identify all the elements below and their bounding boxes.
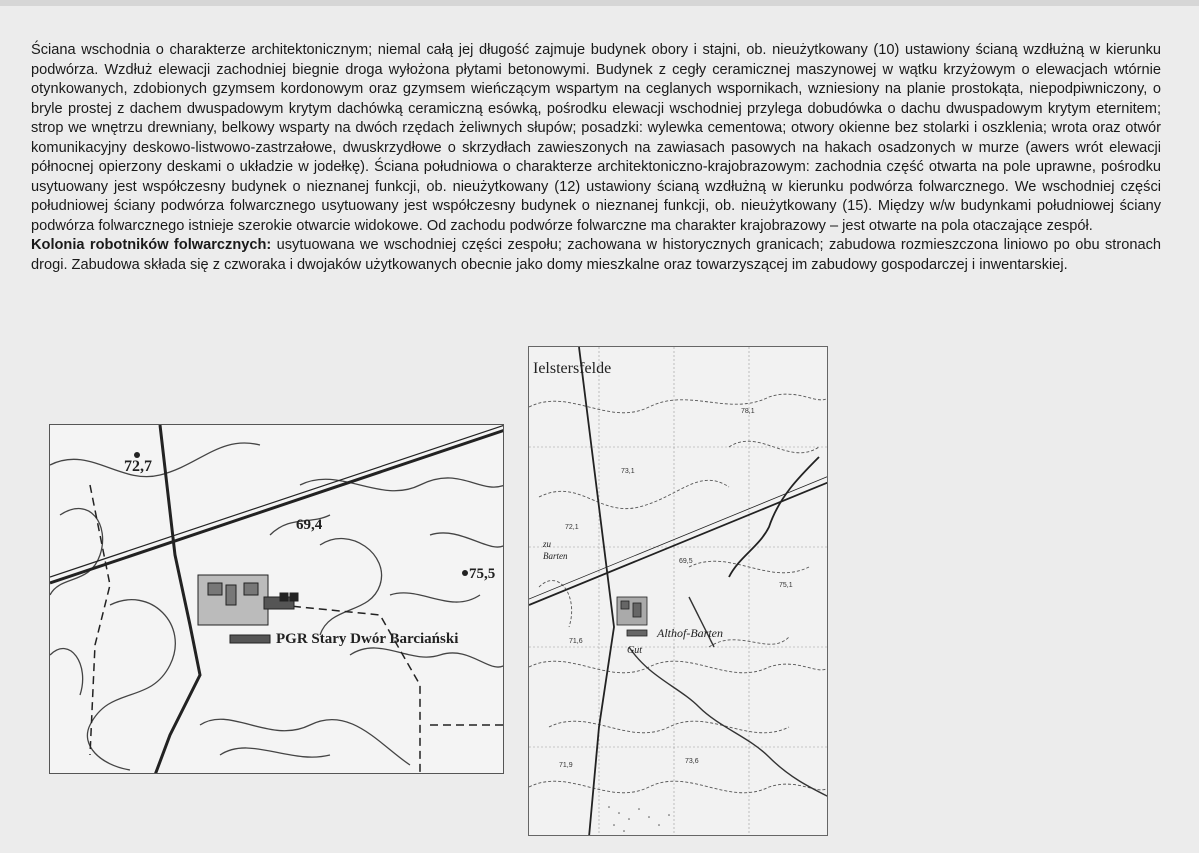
elevation-73-6: 73,6 [685, 758, 699, 765]
map-modern-drawing [50, 425, 504, 774]
place-althof-barten: Althof-Barten [657, 626, 723, 640]
place-barten: Barten [543, 551, 568, 561]
place-zu: zu [543, 539, 552, 549]
map-historic-drawing [529, 347, 828, 836]
elevation-69-5: 69,5 [679, 558, 693, 565]
historic-roads [529, 347, 828, 836]
elevation-75-5: 75,5 [469, 566, 496, 582]
colony-body: usytuowana we wschodniej części zespołu; zachowana w historycznych granicach; zabudowa rozmieszczona liniowo po obu stronach drogi. Zabudowa składa się z czworaka i dwojaków użytkowanych obecnie jako domy mieszkalne oraz towarzyszącej im zabudowy gospodarczej i inwentarskiej. [31, 237, 1161, 273]
place-ielstersfelde: Ielstersfelde [533, 360, 612, 377]
historic-contours [529, 394, 828, 793]
elevation-points [124, 452, 495, 582]
elevation-72-1: 72,1 [565, 524, 579, 531]
historic-buildings [617, 597, 647, 636]
elevation-71-6: 71,6 [569, 638, 583, 645]
elevation-72-7: 72,7 [124, 458, 152, 475]
historic-grid [529, 347, 828, 836]
elevation-71-9: 71,9 [559, 762, 573, 769]
paragraph-east-wall: Ściana wschodnia o charakterze architektonicznym; niemal całą jej długość zajmuje budynek obory i stajni, ob. nieużytkowany (10) ustawiony ścianą wzdłużną w kierunku podwórza. Wzdłuż elewacji zachodniej biegnie droga wyłożona płytami betonowymi. Budynek z cegły ceramicznej maszynowej w wątku krzyżowym o elewacjach wtórnie otynkowanych, zdobionych gzymsem kordonowym oraz gzymsem wieńczącym wspartym na ceglanych wspornikach, wzniesiony na planie prostokąta, niepodpiwniczony, o bryle prostej z dachem dwuspadowym krytym dachówką ceramiczną esówką, pośrodku elewacji wschodniej przylega dobudówka o dachu dwuspadowym krytym eternitem; strop we wnętrzu drewniany, belkowy wsparty na dwóch rzędach żeliwnych słupów; posadzki: wylewka cementowa; otwory okienne bez stolarki i oszklenia; wrota oraz otwór komunikacyjny deskowo-listwowo-zastrzałowe, dwuskrzydłowe o skrzydłach zawieszonych na zawiasach pasowych na hakach osadzonych w murze (awers wrót elewacji północnej opierzony deskami o układzie w jodełkę). Ściana południowa o charakterze architektoniczno-krajobrazowym: zachodnia część otwarta na pole uprawne, pośrodku usytuowany jest współczesny budynek o nieznanej funkcji, ob. nieużytkowany (12) ustawiony ścianą wzdłużną w kierunku podwórza folwarcznego. We wschodniej części południowej ściany podwórza folwarcznego usytuowany jest współczesny budynek o nieznanej funkcji, ob. nieużytkowany (15). Między w/w budynkami południowej ściany podwórza folwarcznego istnieje szerokie otwarcie widokowe. Od zachodu podwórze folwarczne ma charakter krajobrazowy – jest otwarte na pola otaczające zespół. [31, 42, 1161, 234]
colony-heading: Kolonia robotników folwarcznych: [31, 237, 272, 253]
document-body [31, 41, 1161, 275]
topographic-map-historic [528, 346, 828, 836]
topographic-map-modern [49, 424, 504, 774]
pgr-place-label: PGR Stary Dwór Barciański [276, 631, 459, 647]
elevation-78-1: 78,1 [741, 408, 755, 415]
paragraph-colony [31, 236, 1161, 275]
elevation-73-1: 73,1 [621, 468, 635, 475]
place-gut: Gut [627, 645, 642, 656]
elevation-75-1: 75,1 [779, 582, 793, 589]
scan-edge [0, 0, 1199, 6]
elevation-69-4: 69,4 [296, 517, 323, 533]
historic-dotted-area [608, 806, 670, 832]
